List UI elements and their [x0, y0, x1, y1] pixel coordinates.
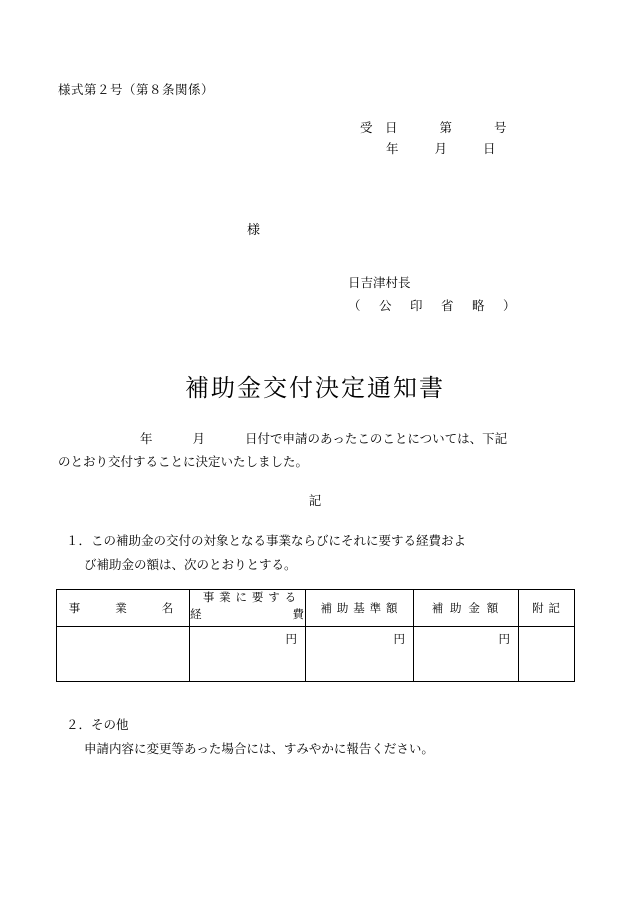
- receipt-number-block: [360, 118, 507, 160]
- header-business-name: 事 業 名: [57, 590, 190, 627]
- receipt-date-line: [360, 139, 507, 160]
- cell-expenses-unit: 円: [285, 634, 297, 646]
- issuer-name: 日吉津村長: [348, 276, 411, 290]
- header-expenses-line1: 事 業 に 要 す る: [202, 592, 298, 604]
- header-subsidy-amount: 補 助 金 額: [414, 590, 519, 627]
- item-1-line-2: び補助金の額は、次のとおりとする。: [84, 558, 297, 572]
- form-number: 様式第２号（第８条関係）: [58, 83, 215, 97]
- header-expenses-line2-a: 経: [190, 609, 203, 621]
- receipt-number-line: [360, 118, 507, 139]
- document-title: 補助金交付決定通知書: [185, 376, 445, 402]
- receipt-year-label: 年: [386, 142, 399, 156]
- header-expenses-line2-b: 費: [292, 609, 305, 621]
- cell-required-expenses[interactable]: [190, 627, 306, 682]
- receipt-label: 受 日: [360, 121, 398, 135]
- addressee-honorific: 様: [247, 222, 261, 237]
- issuer-block: [348, 272, 519, 318]
- ki-marker: 記: [308, 494, 322, 508]
- cell-remarks[interactable]: [519, 627, 575, 682]
- receipt-number-label: 第: [439, 121, 453, 135]
- receipt-month-label: 月: [434, 142, 448, 156]
- official-seal-omitted: （ 公 印 省 略 ）: [348, 299, 519, 313]
- cell-standard-amount[interactable]: [306, 627, 414, 682]
- table-header-row: [57, 590, 575, 627]
- intro-paragraph: [58, 428, 574, 474]
- receipt-day-label: 日: [483, 142, 496, 156]
- header-standard-amount: 補 助 基 準 額: [306, 590, 414, 627]
- cell-business-name[interactable]: [57, 627, 190, 682]
- header-required-expenses: [190, 590, 306, 627]
- intro-month: 月: [192, 432, 206, 446]
- cell-subsidy-amount-unit: 円: [498, 634, 510, 646]
- cell-subsidy-amount[interactable]: [414, 627, 519, 682]
- intro-day-text: 日付で申請のあったこのことについては、下記: [245, 432, 508, 446]
- item-1: [66, 529, 574, 577]
- item-2: [66, 713, 574, 761]
- intro-year: 年: [140, 432, 153, 446]
- receipt-number-unit: 号: [494, 121, 507, 135]
- cell-business-name-value: [57, 627, 189, 681]
- table-row: [57, 627, 575, 682]
- header-remarks: 附 記: [519, 590, 575, 627]
- intro-line2: のとおり交付することに決定いたしました。: [58, 455, 309, 469]
- cell-remarks-value: [519, 627, 574, 681]
- grant-table: [56, 589, 575, 682]
- cell-standard-amount-unit: 円: [393, 634, 405, 646]
- item-1-line-1: １．この補助金の交付の対象となる事業ならびにそれに要する経費およ: [66, 534, 467, 548]
- item-2-line-1: ２．その他: [66, 718, 129, 732]
- item-2-line-2: 申請内容に変更等あった場合には、すみやかに報告ください。: [84, 742, 434, 756]
